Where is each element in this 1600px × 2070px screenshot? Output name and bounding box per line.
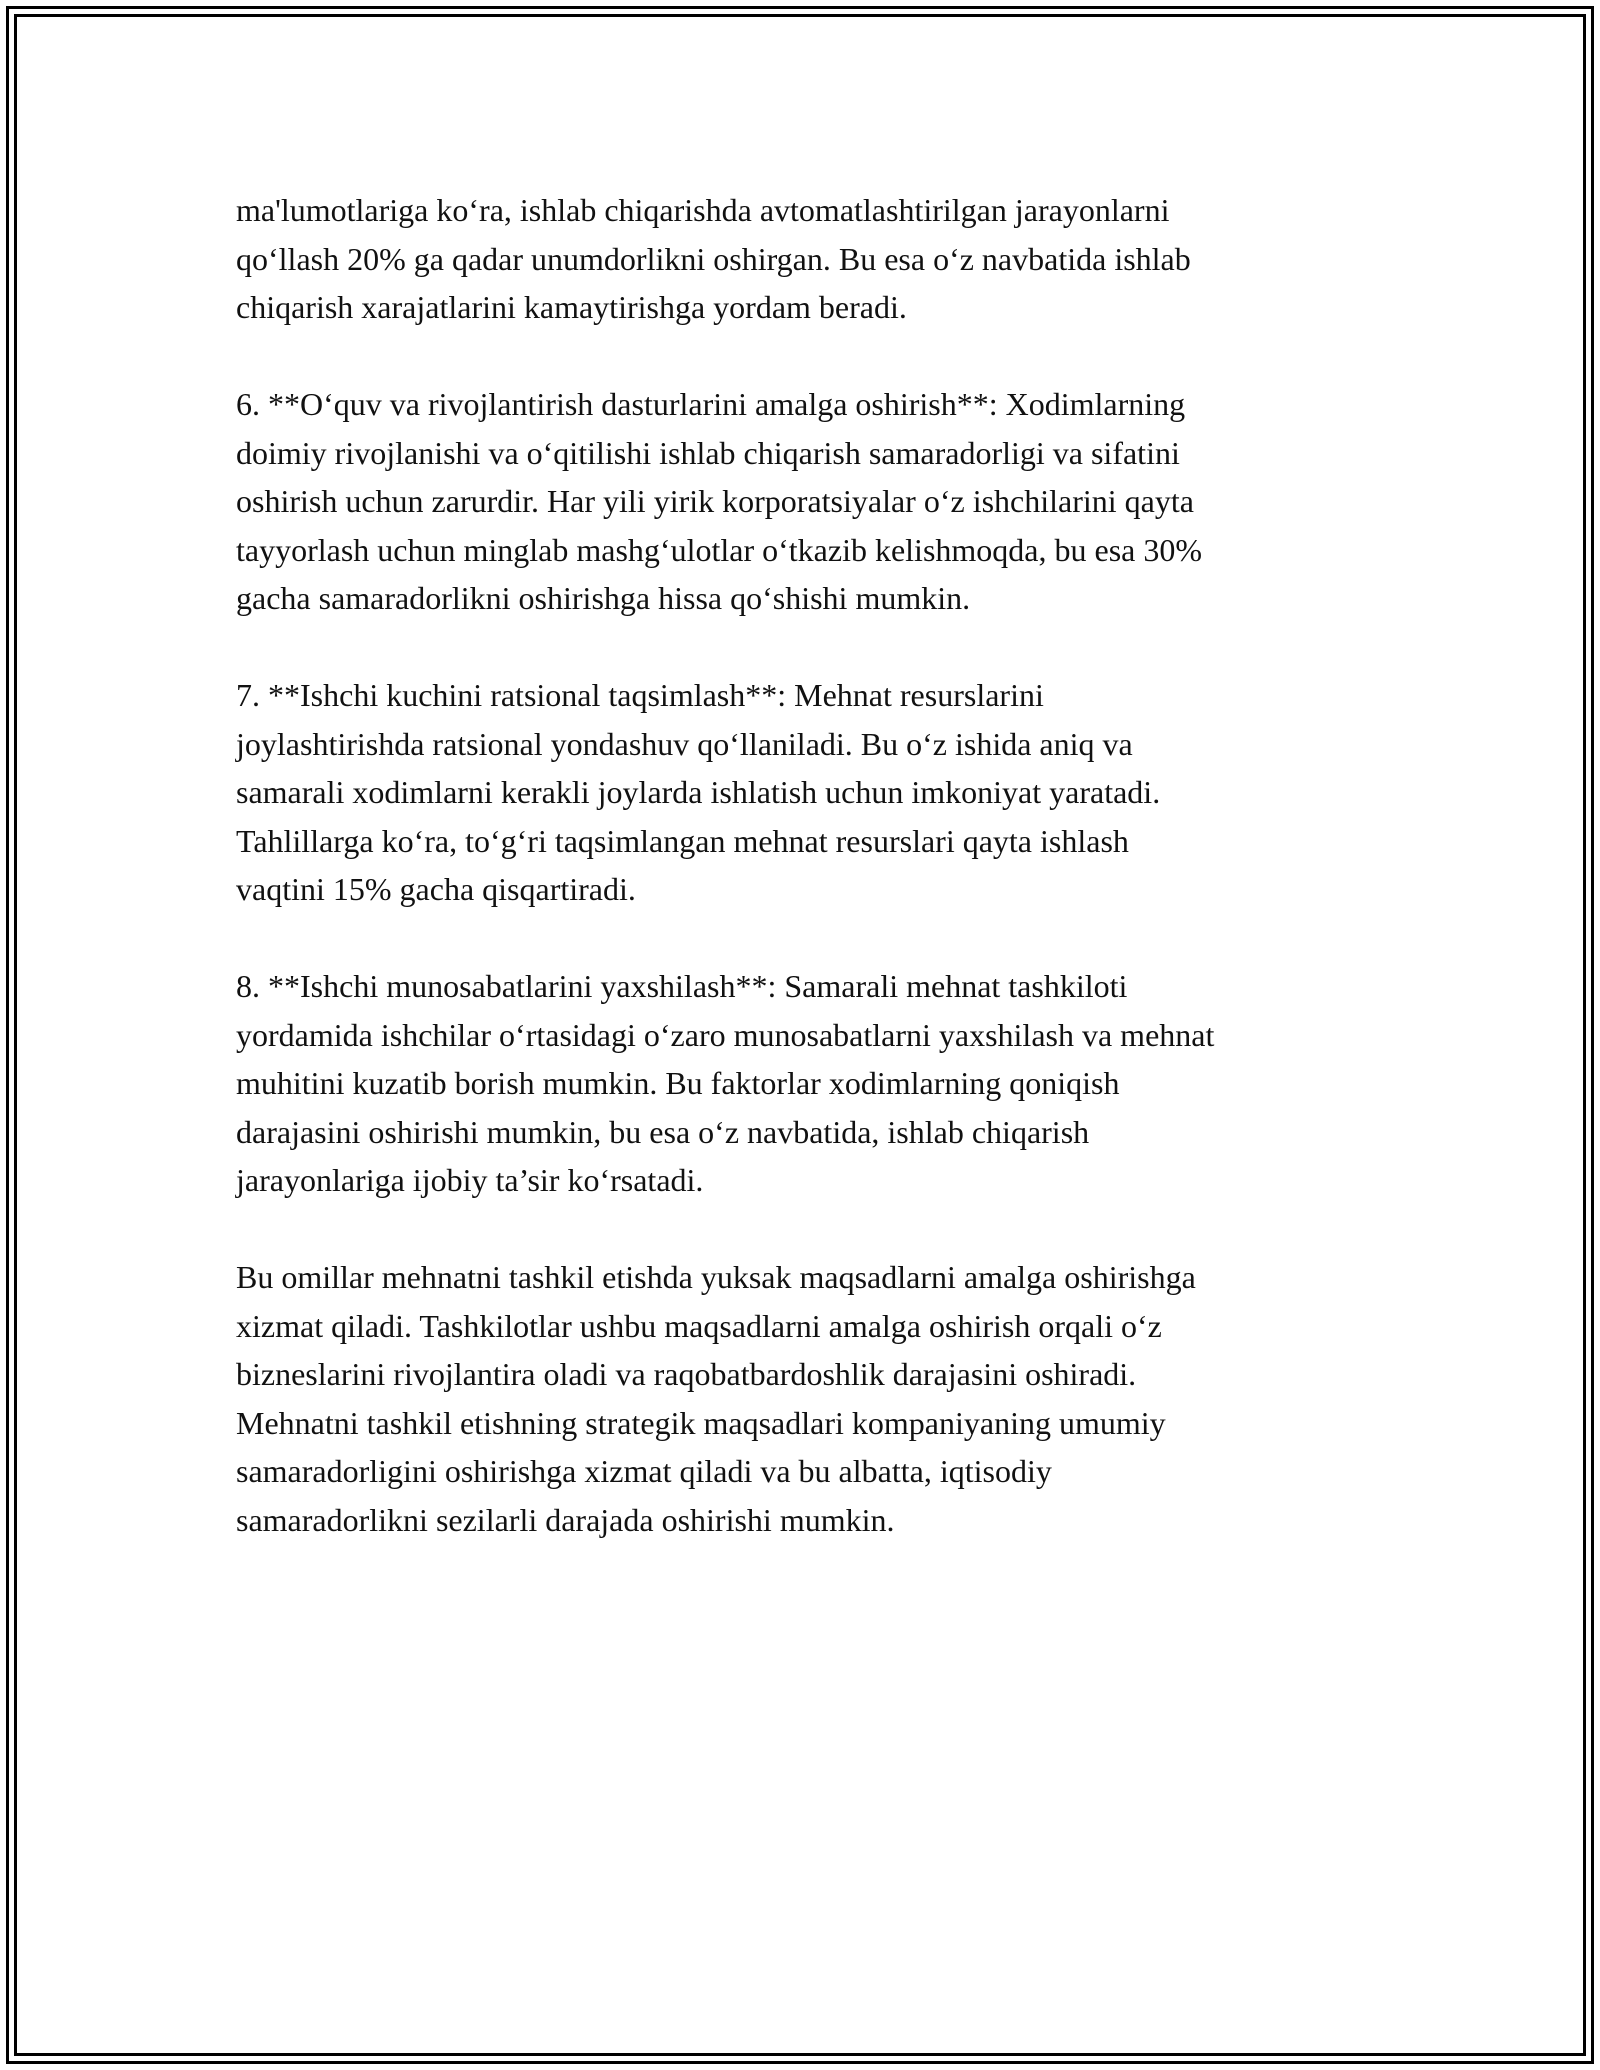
text-line: tayyorlash uchun minglab mashg‘ulotlar o‘tkazib kelishmoqda, bu esa 30% [236,531,1202,568]
text-line: joylashtirishda ratsional yondashuv qo‘llaniladi. Bu o‘z ishida aniq va [236,725,1133,762]
text-line: doimiy rivojlanishi va o‘qitilishi ishlab chiqarish samaradorligi va sifatini [236,434,1180,471]
text-line: ma'lumotlariga ko‘ra, ishlab chiqarishda avtomatlashtirilgan jarayonlarni [236,192,1170,228]
paragraph-intro-continuation [236,186,1396,332]
text-line: vaqtini 15% gacha qisqartiradi. [236,871,636,907]
text-line: qo‘llash 20% ga qadar unumdorlikni oshirgan. Bu esa o‘z navbatida ishlab [236,240,1191,277]
text-line: samaradorlikni sezilarli darajada oshirishi mumkin. [236,1501,895,1538]
text-line: Tahlillarga ko‘ra, to‘g‘ri taqsimlangan mehnat resurslari qayta ishlash [236,822,1129,859]
text-line: xizmat qiladi. Tashkilotlar ushbu maqsadlarni amalga oshirish orqali o‘z [236,1307,1162,1344]
text-line: 6. **O‘quv va rivojlantirish dasturlarini amalga oshirish**: Xodimlarning [236,386,1186,422]
text-line: yordamida ishchilar o‘rtasidagi o‘zaro munosabatlarni yaxshilash va mehnat [236,1016,1215,1053]
paragraph-item-8 [236,962,1396,1205]
paragraph-conclusion [236,1253,1396,1544]
text-line: Bu omillar mehnatni tashkil etishda yuksak maqsadlarni amalga oshirishga [236,1259,1196,1295]
text-line: Mehnatni tashkil etishning strategik maqsadlari kompaniyaning umumiy [236,1404,1166,1441]
text-line: jarayonlariga ijobiy ta’sir ko‘rsatadi. [236,1162,704,1198]
text-line: muhitini kuzatib borish mumkin. Bu faktorlar xodimlarning qoniqish [236,1065,1120,1101]
paragraph-item-6 [236,380,1396,623]
text-line: samaradorligini oshirishga xizmat qiladi va bu albatta, iqtisodiy [236,1453,1052,1489]
text-line: samarali xodimlarni kerakli joylarda ishlatish uchun imkoniyat yaratadi. [236,774,1161,810]
paragraph-item-7 [236,671,1396,914]
document-body [236,186,1396,1593]
text-line: 8. **Ishchi munosabatlarini yaxshilash**: Samarali mehnat tashkiloti [236,968,1128,1004]
text-line: oshirish uchun zarurdir. Har yili yirik korporatsiyalar o‘z ishchilarini qayta [236,483,1194,519]
text-line: gacha samaradorlikni oshirishga hissa qo‘shishi mumkin. [236,580,971,616]
text-line: 7. **Ishchi kuchini ratsional taqsimlash**: Mehnat resurslarini [236,677,1044,713]
text-line: darajasini oshirishi mumkin, bu esa o‘z navbatida, ishlab chiqarish [236,1113,1090,1150]
text-line: chiqarish xarajatlarini kamaytirishga yordam beradi. [236,289,907,325]
text-line: bizneslarini rivojlantira oladi va raqobatbardoshlik darajasini oshiradi. [236,1356,1137,1392]
